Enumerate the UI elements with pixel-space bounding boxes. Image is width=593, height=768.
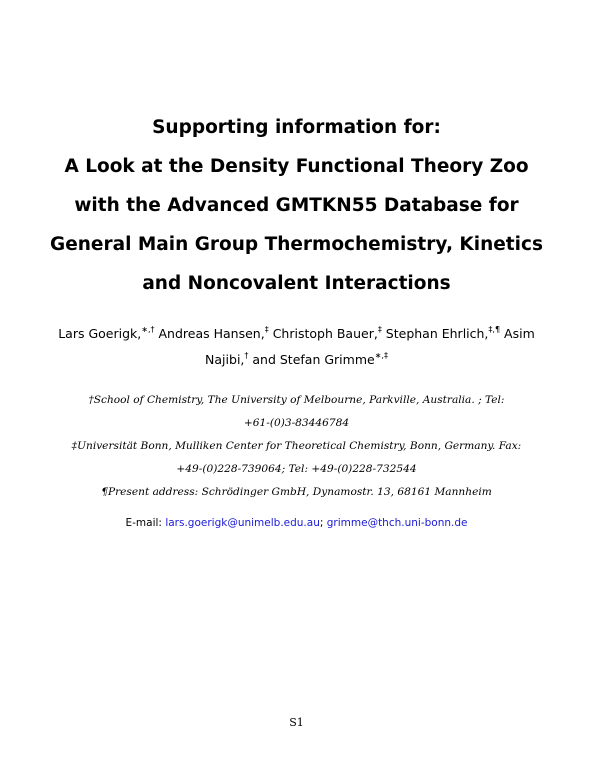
author-marks: ‡ <box>377 325 382 334</box>
email-label: E-mail: <box>125 517 162 529</box>
title-line: and Noncovalent Interactions <box>142 273 451 294</box>
author-marks: ∗,‡ <box>374 351 388 360</box>
author-marks: ‡ <box>264 325 269 334</box>
author-name: Andreas Hansen, <box>158 326 265 341</box>
affiliations <box>30 389 563 504</box>
email-link-goerigk[interactable]: lars.goerigk@unimelb.edu.au <box>165 517 320 529</box>
title-line: Supporting information for: <box>152 117 441 138</box>
author-marks: ∗,† <box>141 325 155 334</box>
author-name: Asim Najibi, <box>205 326 535 367</box>
affiliation-line: +61-(0)3-83446784 <box>243 417 350 429</box>
author-name: Lars Goerigk, <box>58 326 142 341</box>
affiliation-line: +49-(0)228-739064; Tel: +49-(0)228-732544 <box>176 463 417 475</box>
author-list <box>50 321 543 373</box>
author-name: Christoph Bauer, <box>272 326 378 341</box>
paper-title <box>0 108 593 303</box>
author-name: Stephan Ehrlich, <box>385 326 489 341</box>
author-marks: † <box>244 351 249 360</box>
affiliation-line: ‡Universität Bonn, Mulliken Center for Theoretical Chemistry, Bonn, Germany. Fax: <box>71 440 522 452</box>
title-line: General Main Group Thermochemistry, Kinetics <box>50 234 543 255</box>
page-number: S1 <box>289 716 304 729</box>
title-line: with the Advanced GMTKN55 Database for <box>74 195 519 216</box>
email-separator: ; <box>319 517 324 529</box>
author-marks: ‡,¶ <box>488 325 501 334</box>
title-line: A Look at the Density Functional Theory Zoo <box>64 156 529 177</box>
email-line <box>0 514 593 532</box>
author-name: and Stefan Grimme <box>252 352 375 367</box>
email-link-grimme[interactable]: grimme@thch.uni-bonn.de <box>326 517 468 529</box>
affiliation-line: †School of Chemistry, The University of Melbourne, Parkville, Australia. ; Tel: <box>88 394 505 406</box>
affiliation-line: ¶Present address: Schrödinger GmbH, Dynamostr. 13, 68161 Mannheim <box>101 486 492 498</box>
